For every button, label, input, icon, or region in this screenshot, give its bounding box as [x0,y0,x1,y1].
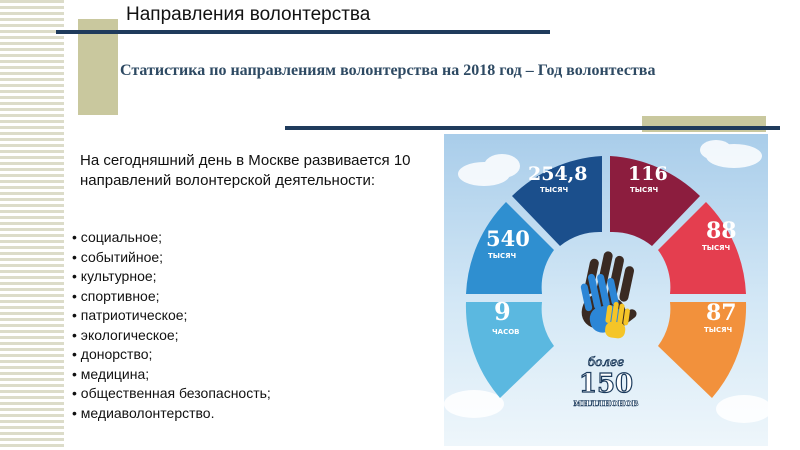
list-item: • событийное; [72,248,271,268]
list-item: • социальное; [72,228,271,248]
segment-unit: ТЫСЯЧ [488,252,517,260]
decorative-stripes [0,0,64,450]
list-item: • донорство; [72,345,271,365]
segment-value: 116 [628,163,668,185]
list-item: • патриотическое; [72,306,271,326]
segment-value: 540 [486,226,530,251]
list-item: • общественная безопасность; [72,384,271,404]
segment-unit: ТЫСЯЧ [704,326,733,334]
segment-value: 87 [706,300,737,326]
center-prefix: более [587,355,625,369]
segment-unit: ТЫСЯЧ [702,244,731,252]
title-underline [56,30,550,34]
subtitle-underline [285,126,780,130]
center-value: 150 [578,369,634,399]
segment-unit: ТЫСЯЧ [540,186,569,194]
list-item: • медиаволонтерство. [72,404,271,424]
directions-list [72,228,271,423]
center-unit: миллионов [573,398,639,409]
hands-illustration [577,248,650,339]
volunteering-infographic [444,134,768,446]
list-item: • культурное; [72,267,271,287]
segment-value: 88 [706,218,737,244]
intro-text: На сегодняшний день в Москве развивается 10 направлений волонтерской деятельности: [80,152,411,189]
slide-title: Направления волонтерства [126,4,371,25]
segment-unit: ЧАСОВ [492,328,520,336]
list-item: • экологическое; [72,326,271,346]
slide-subtitle: Статистика по направлениям волонтерства на 2018 год – Год волонтества [120,62,656,79]
list-item: • спортивное; [72,287,271,307]
segment-value: 254,8 [528,163,588,185]
segment-value: 9 [494,297,511,326]
list-item: • медицина; [72,365,271,385]
segment-unit: ТЫСЯЧ [630,186,659,194]
